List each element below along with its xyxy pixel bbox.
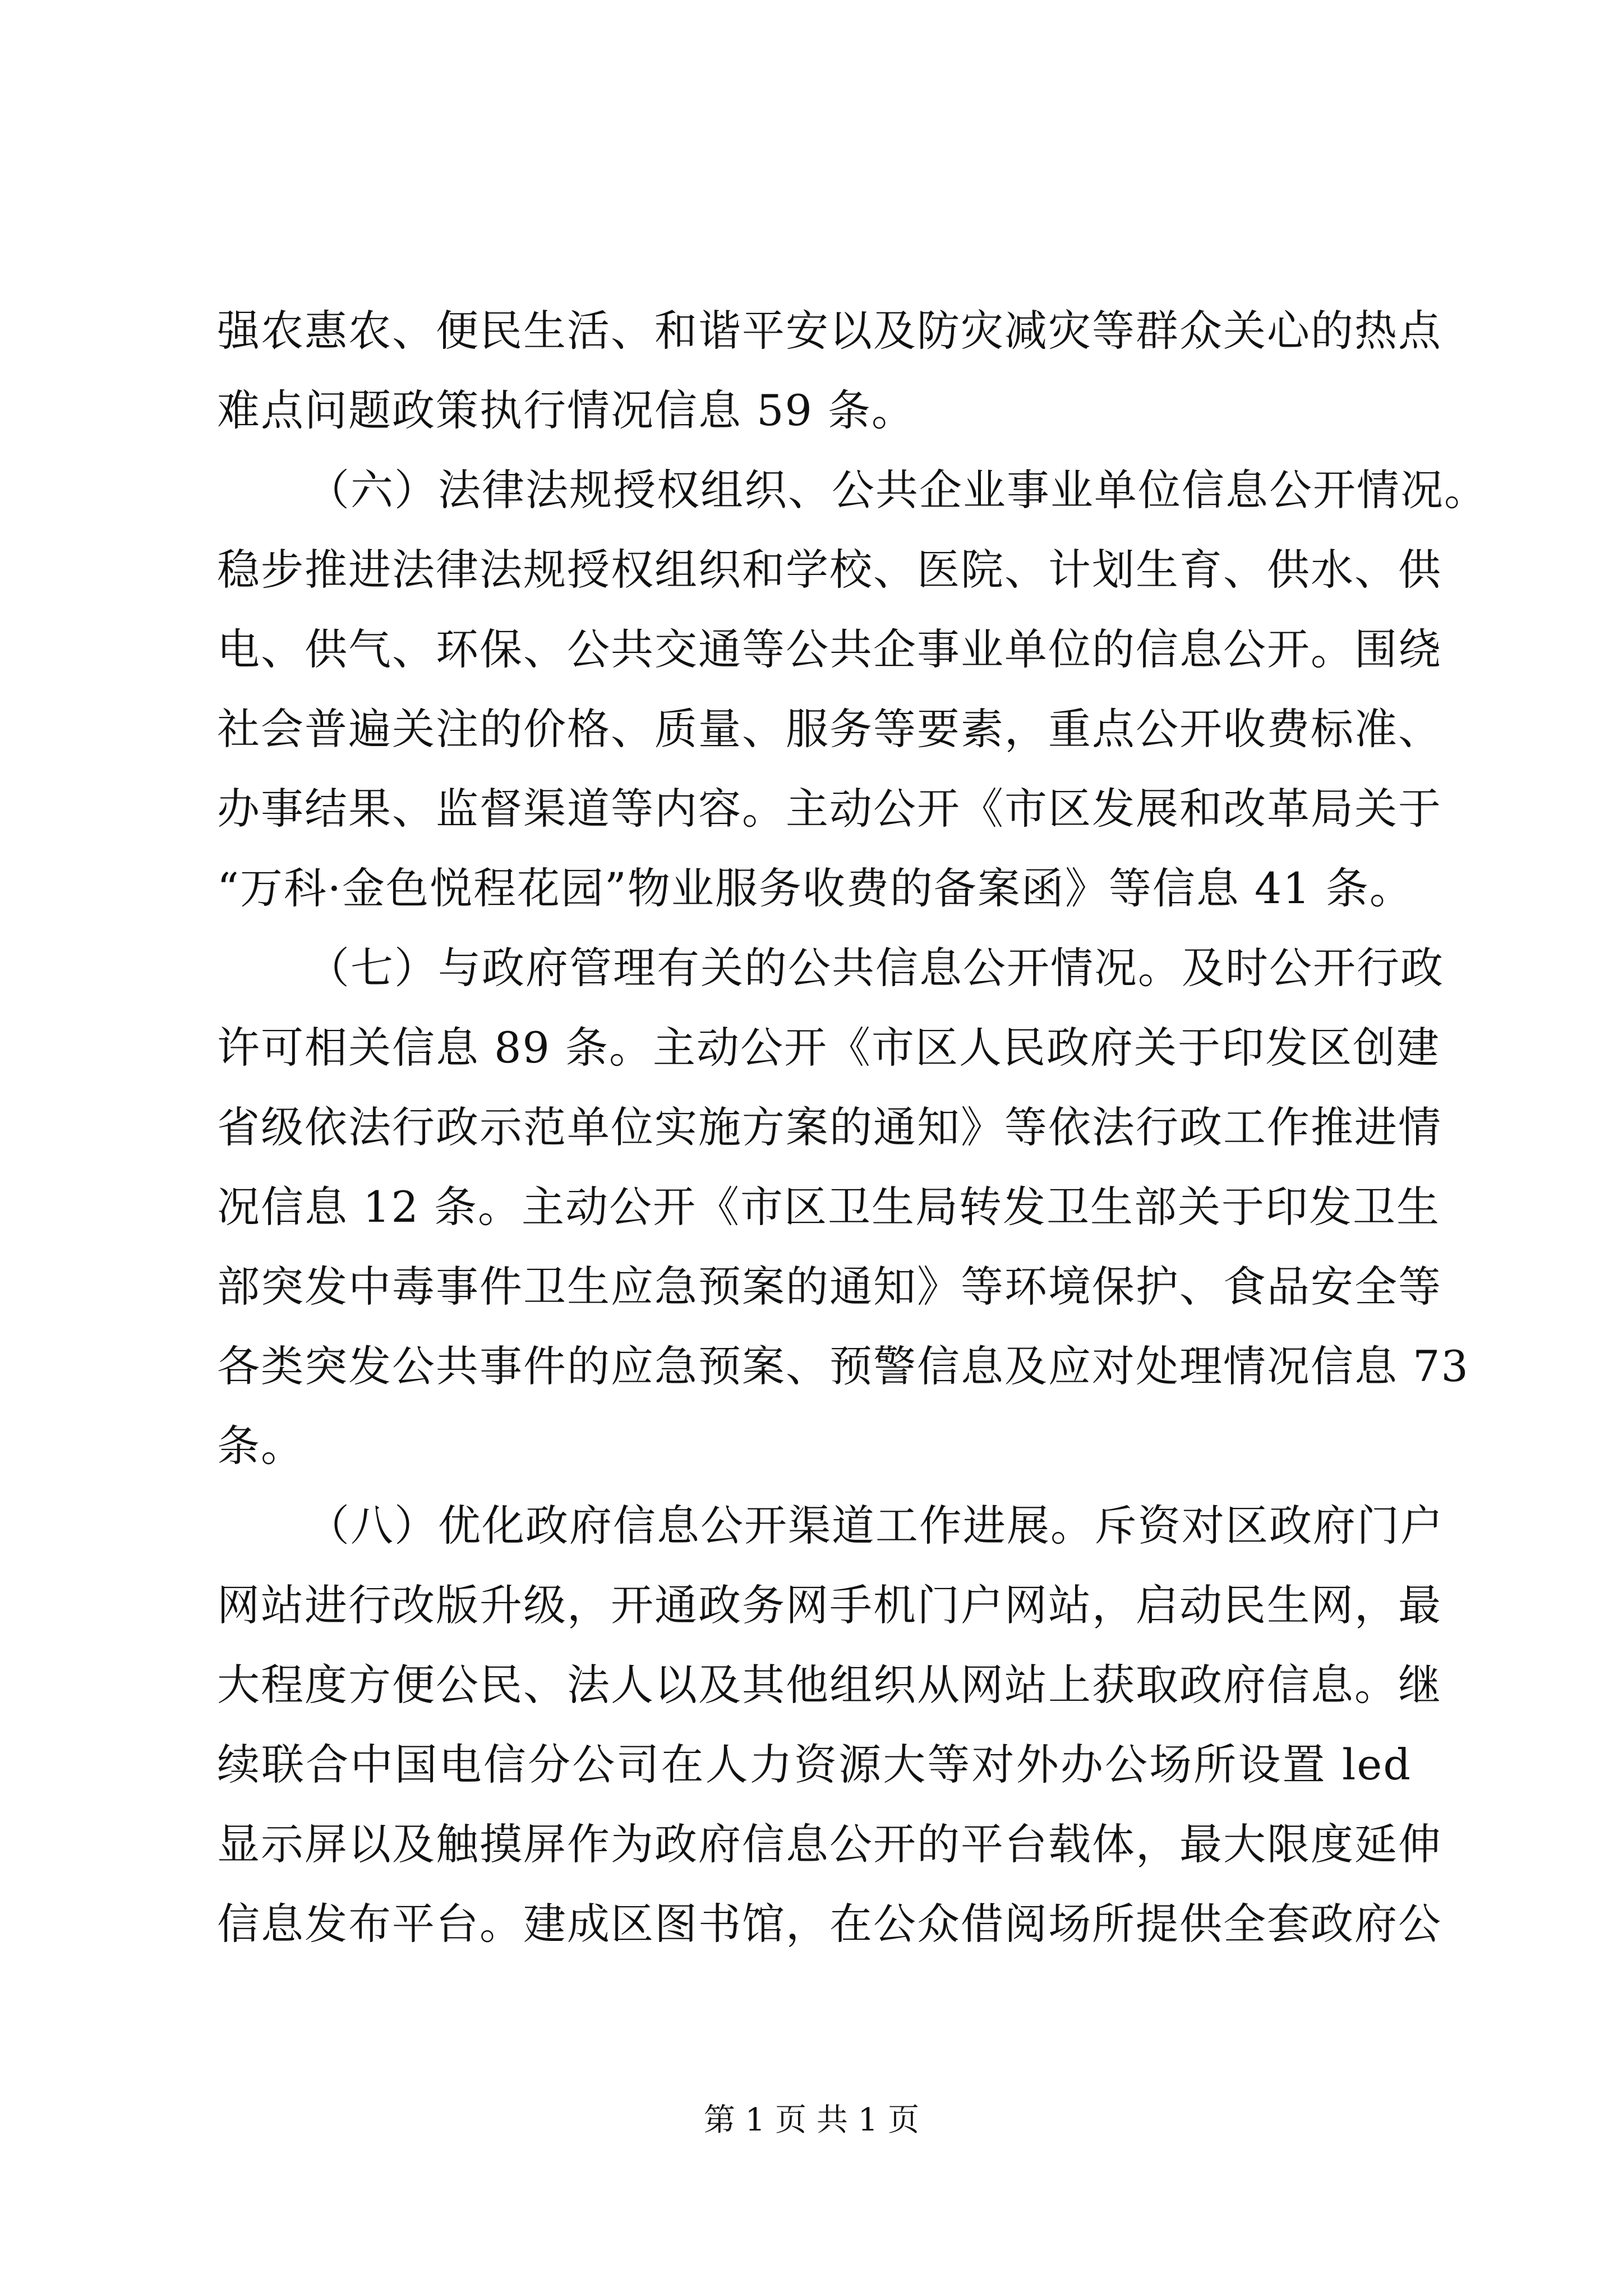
text-line-1: 强农惠农、便民生活、和谐平安以及防灾减灾等群众关心的热点 [217, 306, 1442, 356]
text-line-19: 续联合中国电信分公司在人力资源大等对外办公场所设置 led [217, 1740, 1412, 1789]
text-line-13: 部突发中毒事件卫生应急预案的通知》等环境保护、食品安全等 [217, 1262, 1442, 1312]
text-line-4: 稳步推进法律法规授权组织和学校、医院、计划生育、供水、供 [217, 545, 1442, 595]
text-line-14: 各类突发公共事件的应急预案、预警信息及应对处理情况信息 73 [217, 1341, 1469, 1391]
text-line-2: 难点问题政策执行情况信息 59 条。 [217, 385, 916, 435]
text-line-12: 况信息 12 条。主动公开《市区卫生局转发卫生部关于印发卫生 [217, 1182, 1441, 1232]
text-line-10: 许可相关信息 89 条。主动公开《市区人民政府关于印发区创建 [217, 1023, 1441, 1073]
section-heading-8: （八）优化政府信息公开渠道工作进展。斥资对区政府门户 [307, 1501, 1444, 1550]
text-line-18: 大程度方便公民、法人以及其他组织从网站上获取政府信息。继 [217, 1660, 1442, 1710]
text-line-21: 信息发布平台。建成区图书馆，在公众借阅场所提供全套政府公 [217, 1899, 1442, 1949]
section-heading-7: （七）与政府管理有关的公共信息公开情况。及时公开行政 [307, 943, 1444, 993]
text-line-5: 电、供气、环保、公共交通等公共企事业单位的信息公开。围绕 [217, 624, 1442, 674]
text-line-6: 社会普遍关注的价格、质量、服务等要素，重点公开收费标准、 [217, 704, 1442, 754]
text-line-7: 办事结果、监督渠道等内容。主动公开《市区发展和改革局关于 [217, 784, 1442, 834]
text-line-17: 网站进行改版升级，开通政务网手机门户网站，启动民生网，最 [217, 1580, 1442, 1630]
text-line-20: 显示屏以及触摸屏作为政府信息公开的平台载体，最大限度延伸 [217, 1819, 1442, 1869]
text-line-11: 省级依法行政示范单位实施方案的通知》等依法行政工作推进情 [217, 1102, 1442, 1152]
text-line-15: 条。 [217, 1421, 305, 1471]
text-line-8: “万科·金色悦程花园”物业服务收费的备案函》等信息 41 条。 [217, 863, 1413, 913]
page-footer: 第 1 页 共 1 页 [703, 2102, 920, 2138]
section-heading-6: （六）法律法规授权组织、公共企业事业单位信息公开情况。 [307, 465, 1488, 515]
